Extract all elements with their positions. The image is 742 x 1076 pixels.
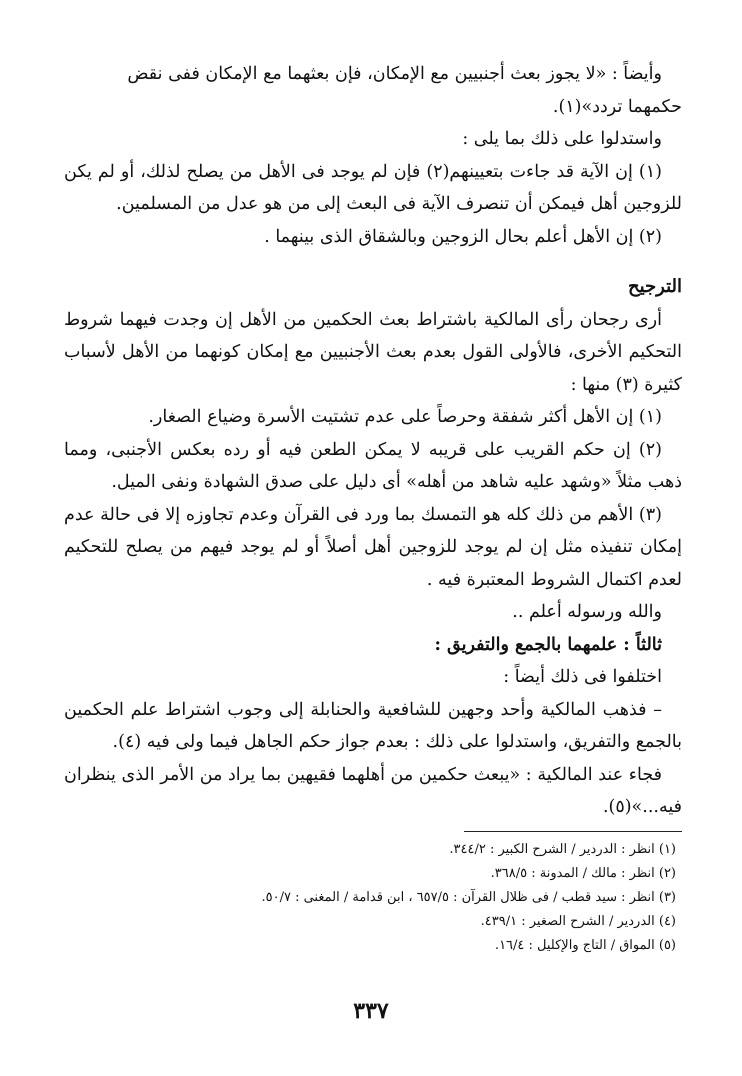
point-2: (٢) إن الأهل أعلم بحال الزوجين وبالشقاق الذى بينهما . [264, 226, 662, 247]
madhhab-paragraph: – فذهب المالكية وأحد وجهين للشافعية والحنابلة إلى وجوب اشتراط علم الحكمين بالجمع والتفريق، واستدلوا على ذلك : بعدم جواز حكم الجاهل فيما ولى فيه (٤). [64, 699, 682, 752]
maliki-paragraph: فجاء عند المالكية : «يبعث حكمين من أهلهما فقيهين بما يراد من الأمر الذى ينظران فيه...»(٥). [64, 764, 682, 817]
point-1: (١) إن الآية قد جاءت بتعيينهم(٢) فإن لم يوجد فى الأهل من يصلح لذلك، أو لم يكن للزوجين أهل فيمكن أن تنصرف الآية فى البعث إلى من هو عدل من المسلمين. [64, 161, 682, 214]
page-number: ٣٣٧ [353, 998, 389, 1024]
paragraph-1-line-2: حكمهما تردد»(١). [552, 96, 682, 117]
footnote: (٤) الدردير / الشرح الصغير : ٤٣٩/١. [480, 914, 676, 929]
footnote: (٢) انظر : مالك / المدونة : ٣٦٨/٥. [490, 866, 676, 881]
footnote-separator [464, 831, 682, 832]
heading-tarjih: الترجيح [627, 276, 682, 297]
reason-1: (١) إن الأهل أكثر شفقة وحرصاً على عدم تشتيت الأسرة وضياع الصغار. [148, 407, 662, 427]
ikhtalafu-line: اختلفوا فى ذلك أيضاً : [503, 667, 662, 687]
reason-2: (٢) إن حكم القريب على قريبه لا يمكن الطعن فيه أو رده بعكس الأجنبى، ومما ذهب مثلاً «وشهد عليه شاهد من أهله» أى دليل على صدق الشهادة ونفى الميل. [64, 439, 682, 492]
tarjih-paragraph: أرى رجحان رأى المالكية باشتراط بعث الحكمين من الأهل إن وجدت فيهما شروط التحكيم الأخرى، فالأولى القول بعدم بعث الأجنبيين مع إمكان كونهما من الأهل لأسباب كثيرة (٣) منها : [64, 309, 682, 395]
footnote: (٣) انظر : سيد قطب / فى ظلال القرآن : ٦٥٧/٥ ، ابن قدامة / المغنى : ٥٠/٧. [261, 890, 676, 905]
paragraph-1-line-1: وأيضاً : «لا يجوز بعث أجنبيين مع الإمكان، فإن بعثهما مع الإمكان ففى نقض [127, 64, 662, 84]
allah-alam-line: والله ورسوله أعلم .. [512, 602, 662, 622]
footnotes [64, 838, 682, 958]
footnote: (٥) المواق / التاج والإكليل : ١٦/٤. [494, 938, 676, 953]
footnote: (١) انظر : الدردير / الشرح الكبير : ٣٤٤/٢. [449, 842, 676, 857]
reason-3: (٣) الأهم من ذلك كله هو التمسك بما ورد فى القرآن وعدم تجاوزه إلا فى حالة عدم إمكان تنفيذه مثل إن لم يوجد للزوجين أهل أصلاً أو لم يوجد فيهم من يصلح للتحكيم لعدم اكتمال الشروط المعتبرة فيه . [64, 504, 682, 590]
main-text [64, 58, 682, 824]
paragraph-2: واستدلوا على ذلك بما يلى : [462, 129, 662, 149]
heading-third: ثالثاً : علمهما بالجمع والتفريق : [434, 634, 662, 655]
